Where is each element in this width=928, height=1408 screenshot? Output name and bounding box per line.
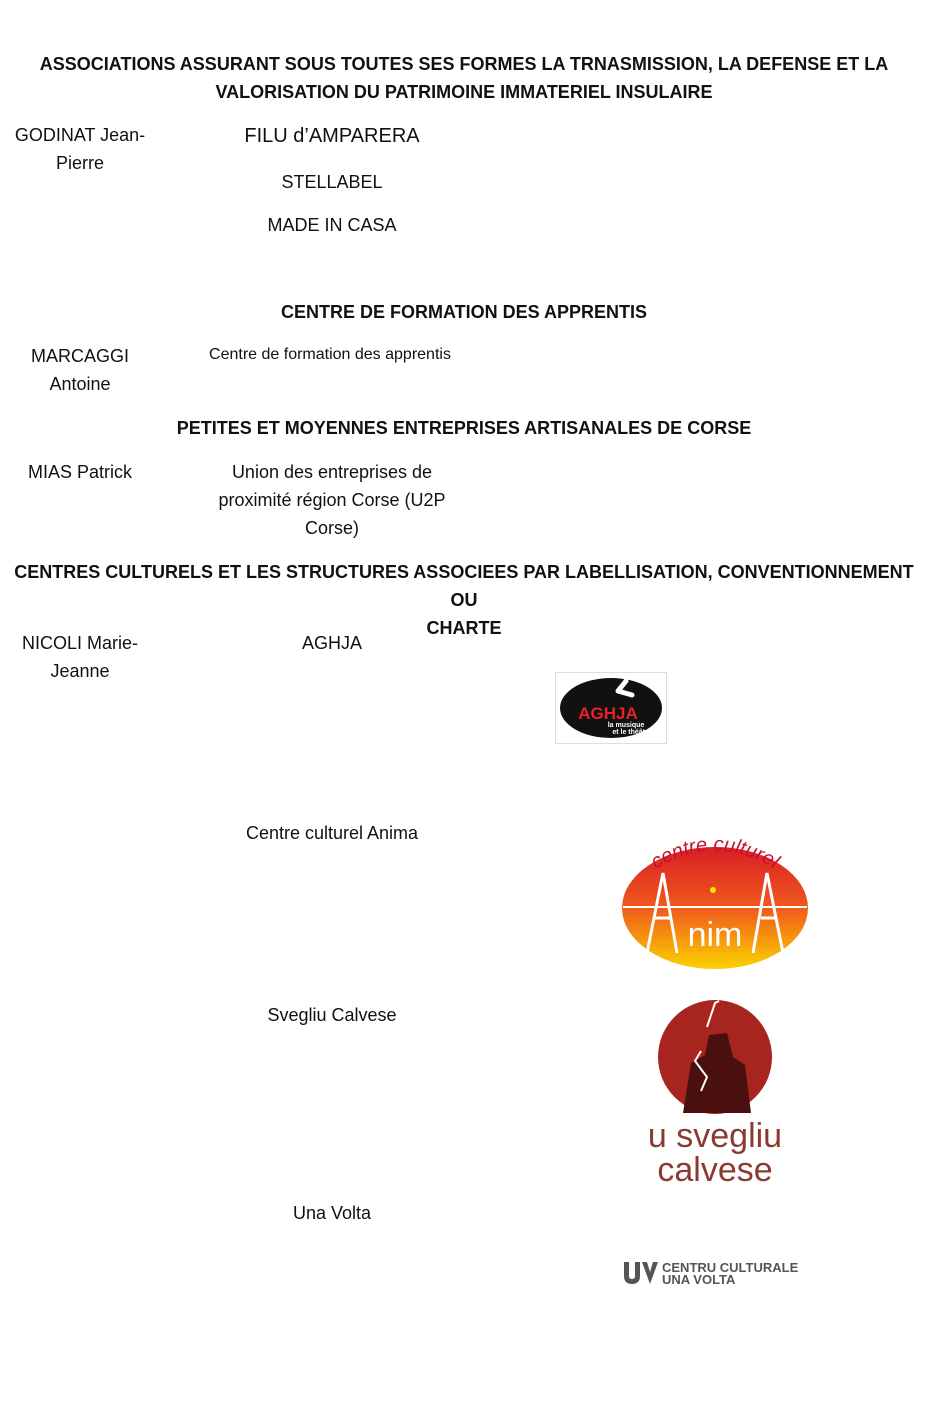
person-marcaggi bbox=[0, 342, 160, 398]
org-made-in-casa: MADE IN CASA bbox=[267, 215, 397, 235]
aghja-logo bbox=[555, 672, 667, 744]
org-stellabel: STELLABEL bbox=[281, 172, 383, 192]
heading-line: VALORISATION DU PATRIMOINE IMMATERIEL INSULAIRE bbox=[215, 82, 713, 102]
org-line: Corse) bbox=[304, 518, 359, 538]
org-u2p-corse bbox=[182, 458, 482, 542]
org-aghja: AGHJA bbox=[301, 633, 362, 653]
org-una-volta: Una Volta bbox=[292, 1203, 372, 1223]
org-line: proximité région Corse (U2P bbox=[218, 490, 446, 510]
svegliu-logo-line1: u svegliu bbox=[647, 1117, 783, 1155]
person-nicoli bbox=[0, 629, 160, 685]
una-volta-logo bbox=[622, 1258, 812, 1288]
org-cfa: Centre de formation des apprentis bbox=[209, 346, 451, 363]
heading-line: CHARTE bbox=[426, 618, 502, 638]
person-name-line: MARCAGGI bbox=[30, 346, 129, 366]
svegliu-logo-line2: calvese bbox=[657, 1151, 773, 1189]
anima-logo-arc: centre culturel bbox=[647, 833, 783, 874]
aghja-logo-sub1: la musique bbox=[607, 722, 645, 729]
svegliu-calvese-logo bbox=[635, 995, 795, 1190]
aghja-logo-sub2: et le théâtre bbox=[612, 729, 652, 736]
org-anima: Centre culturel Anima bbox=[245, 823, 419, 843]
person-name-line: Jeanne bbox=[50, 661, 110, 681]
person-name-line: NICOLI Marie- bbox=[21, 633, 138, 653]
aghja-logo-text: AGHJA bbox=[578, 704, 638, 723]
person-name-line: MIAS Patrick bbox=[27, 462, 133, 482]
org-filu-damparera: FILU d’AMPARERA bbox=[244, 125, 420, 147]
person-godinat bbox=[0, 121, 160, 177]
org-svegliu-calvese: Svegliu Calvese bbox=[267, 1005, 397, 1025]
heading-line: CENTRE DE FORMATION DES APPRENTIS bbox=[280, 302, 648, 322]
anima-logo-word: nim bbox=[687, 916, 743, 954]
section-heading-cfa bbox=[0, 298, 928, 326]
heading-line: ASSOCIATIONS ASSURANT SOUS TOUTES SES FORMES LA TRNASMISSION, LA DEFENSE ET LA bbox=[39, 54, 889, 74]
person-name-line: GODINAT Jean- bbox=[14, 125, 146, 145]
section-heading-pme bbox=[0, 414, 928, 442]
heading-line: CENTRES CULTURELS ET LES STRUCTURES ASSOCIEES PAR LABELLISATION, CONVENTIONNEMENT OU bbox=[14, 562, 914, 610]
org-line: Union des entreprises de bbox=[231, 462, 433, 482]
una-volta-logo-line1: CENTRU CULTURALE bbox=[662, 1260, 799, 1275]
person-name-line: Antoine bbox=[49, 374, 111, 394]
una-volta-logo-line2: UNA VOLTA bbox=[662, 1272, 736, 1287]
person-name-line: Pierre bbox=[55, 153, 104, 173]
person-mias bbox=[0, 458, 160, 486]
heading-line: PETITES ET MOYENNES ENTREPRISES ARTISANALES DE CORSE bbox=[176, 418, 752, 438]
anima-logo bbox=[615, 828, 815, 973]
section-heading-patrimoine bbox=[0, 50, 928, 106]
